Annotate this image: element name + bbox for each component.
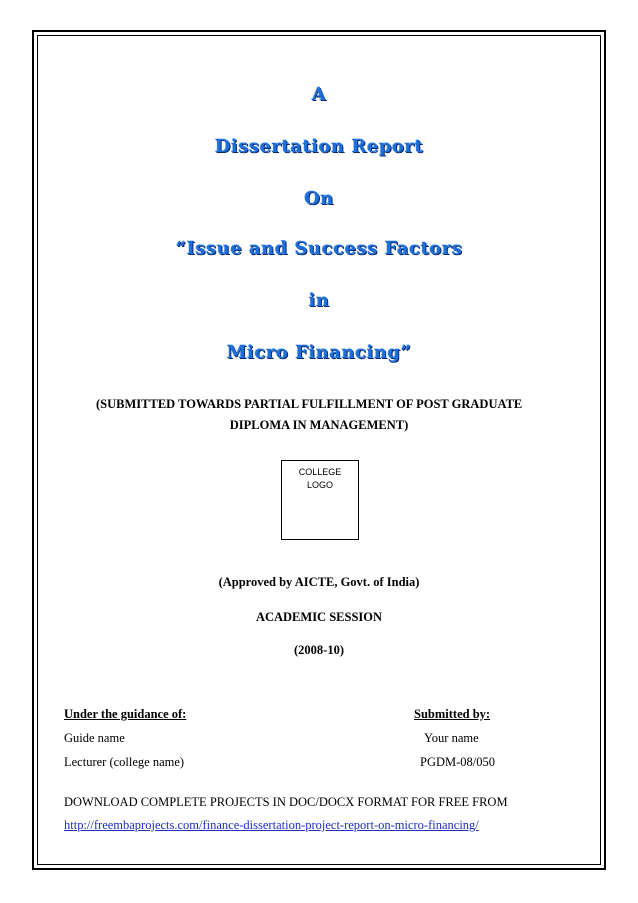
submitter-name: Your name xyxy=(424,731,479,745)
download-link[interactable]: http://freembaprojects.com/finance-dissertation-project-report-on-micro-financing/ xyxy=(64,818,479,832)
download-text: DOWNLOAD COMPLETE PROJECTS IN DOC/DOCX FORMAT FOR FREE FROM xyxy=(64,795,508,809)
submitted-by-heading: Submitted by: xyxy=(414,707,491,721)
title-line-micro-financing: Micro Financing” xyxy=(226,342,412,363)
guidance-heading: Under the guidance of: xyxy=(64,707,187,721)
title-line-in: in xyxy=(308,290,330,311)
academic-session-years: (2008-10) xyxy=(294,643,344,657)
title-line-on: On xyxy=(304,188,334,209)
title-line-issue-success: “Issue and Success Factors xyxy=(175,238,463,259)
logo-text-line-2: LOGO xyxy=(306,480,333,490)
logo-text-line-1: COLLEGE xyxy=(298,467,342,477)
submission-line-1: (SUBMITTED TOWARDS PARTIAL FULFILLMENT OF POST GRADUATE xyxy=(96,397,523,411)
college-logo-placeholder xyxy=(281,460,359,540)
approval-text: (Approved by AICTE, Govt. of India) xyxy=(218,575,420,589)
submission-line-2: DIPLOMA IN MANAGEMENT) xyxy=(229,418,409,432)
title-line-dissertation-report: Dissertation Report xyxy=(214,136,424,157)
guide-role: Lecturer (college name) xyxy=(64,755,185,769)
title-line-a: A xyxy=(311,84,327,105)
academic-session-label: ACADEMIC SESSION xyxy=(255,610,383,624)
submitter-id: PGDM-08/050 xyxy=(420,755,496,769)
guide-name: Guide name xyxy=(64,731,125,745)
